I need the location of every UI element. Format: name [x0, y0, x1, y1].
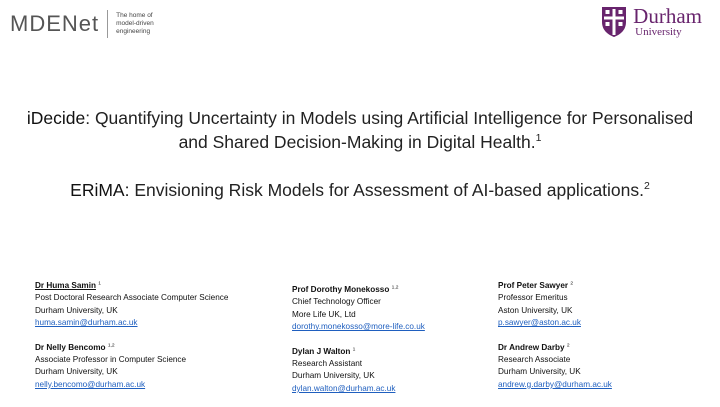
project-title-idecide: iDecide: Quantifying Uncertainty in Models using Artificial Intelligence for Personalised and Shared Decision-Making in Digital Health.$^1$ [26, 108, 694, 152]
author-org: Durham University, UK [292, 371, 375, 381]
author-card: Prof Dorothy Monekosso $^{1,2}$ Chief Technology Officer More Life UK, Ltd dorothy.monekosso@more-life.co.uk [292, 284, 425, 334]
author-email-link[interactable]: dylan.walton@durham.ac.uk [292, 383, 396, 393]
author-card: Dr Andrew Darby $^2$ Research Associate Durham University, UK andrew.g.darby@durham.ac.uk [498, 342, 612, 392]
author-role: Research Associate [498, 355, 571, 365]
logo-divider [107, 10, 108, 38]
title-text: Envisioning Risk Models for Assessment of AI-based applications. [129, 180, 645, 200]
author-name: Prof Dorothy Monekosso [292, 285, 390, 294]
authors-column-2 [292, 284, 425, 407]
author-email-link[interactable]: p.sawyer@aston.ac.uk [498, 318, 581, 328]
author-role: Chief Technology Officer [292, 297, 381, 307]
author-org: Aston University, UK [498, 305, 573, 315]
durham-subtitle: University [635, 26, 682, 38]
durham-name: Durham [633, 4, 702, 28]
author-card: Dylan J Walton $^1$ Research Assistant Durham University, UK dylan.walton@durham.ac.uk [292, 346, 425, 396]
author-org: Durham University, UK [498, 367, 581, 377]
mdenet-logo [10, 8, 154, 40]
title-acronym: ERiMA: [70, 180, 130, 200]
author-role: Associate Professor in Computer Science [35, 355, 187, 365]
author-card: Dr Huma Samin $^1$ Post Doctoral Research Associate Computer Science Durham University, UK huma.samin@durham.ac.uk [35, 280, 228, 330]
author-role: Post Doctoral Research Associate Computer Science [35, 293, 229, 303]
durham-university-logo [601, 6, 702, 38]
durham-crest-icon [601, 6, 627, 38]
project-title-erima: ERiMA: Envisioning Risk Models for Assessment of AI-based applications.$^2$ [70, 180, 650, 200]
author-org: Durham University, UK [35, 305, 118, 315]
authors-column-3 [498, 280, 612, 403]
mdenet-tagline: The home of model-driven engineering [116, 12, 154, 35]
author-role: Professor Emeritus [498, 293, 568, 303]
author-email-link[interactable]: andrew.g.darby@durham.ac.uk [498, 379, 612, 389]
mdenet-wordmark: MDENet [10, 11, 100, 36]
author-card: Dr Nelly Bencomo $^{1,2}$ Associate Professor in Computer Science Durham University, UK nelly.bencomo@durham.ac.uk [35, 342, 228, 392]
title-text: Quantifying Uncertainty in Models using Artificial Intelligence for Personalised and Shared Decision-Making in Digital Health. [90, 108, 694, 152]
author-name: Dr Andrew Darby [498, 342, 565, 352]
author-org: Durham University, UK [35, 367, 118, 377]
author-name: Dylan J Walton [292, 346, 351, 356]
author-email-link[interactable]: dorothy.monekosso@more-life.co.uk [292, 322, 425, 332]
author-name: Prof Peter Sawyer [498, 281, 569, 290]
author-email-link[interactable]: nelly.bencomo@durham.ac.uk [35, 379, 146, 389]
author-role: Research Assistant [292, 359, 363, 369]
authors-column-1 [35, 280, 228, 403]
title-acronym: iDecide [26, 108, 86, 128]
author-org: More Life UK, Ltd [292, 309, 356, 319]
author-name: Dr Nelly Bencomo [35, 342, 106, 352]
author-email-link[interactable]: huma.samin@durham.ac.uk [35, 318, 138, 328]
author-name: Dr Huma Samin [35, 281, 96, 290]
author-card: Prof Peter Sawyer $^2$ Professor Emeritus Aston University, UK p.sawyer@aston.ac.uk [498, 280, 612, 330]
